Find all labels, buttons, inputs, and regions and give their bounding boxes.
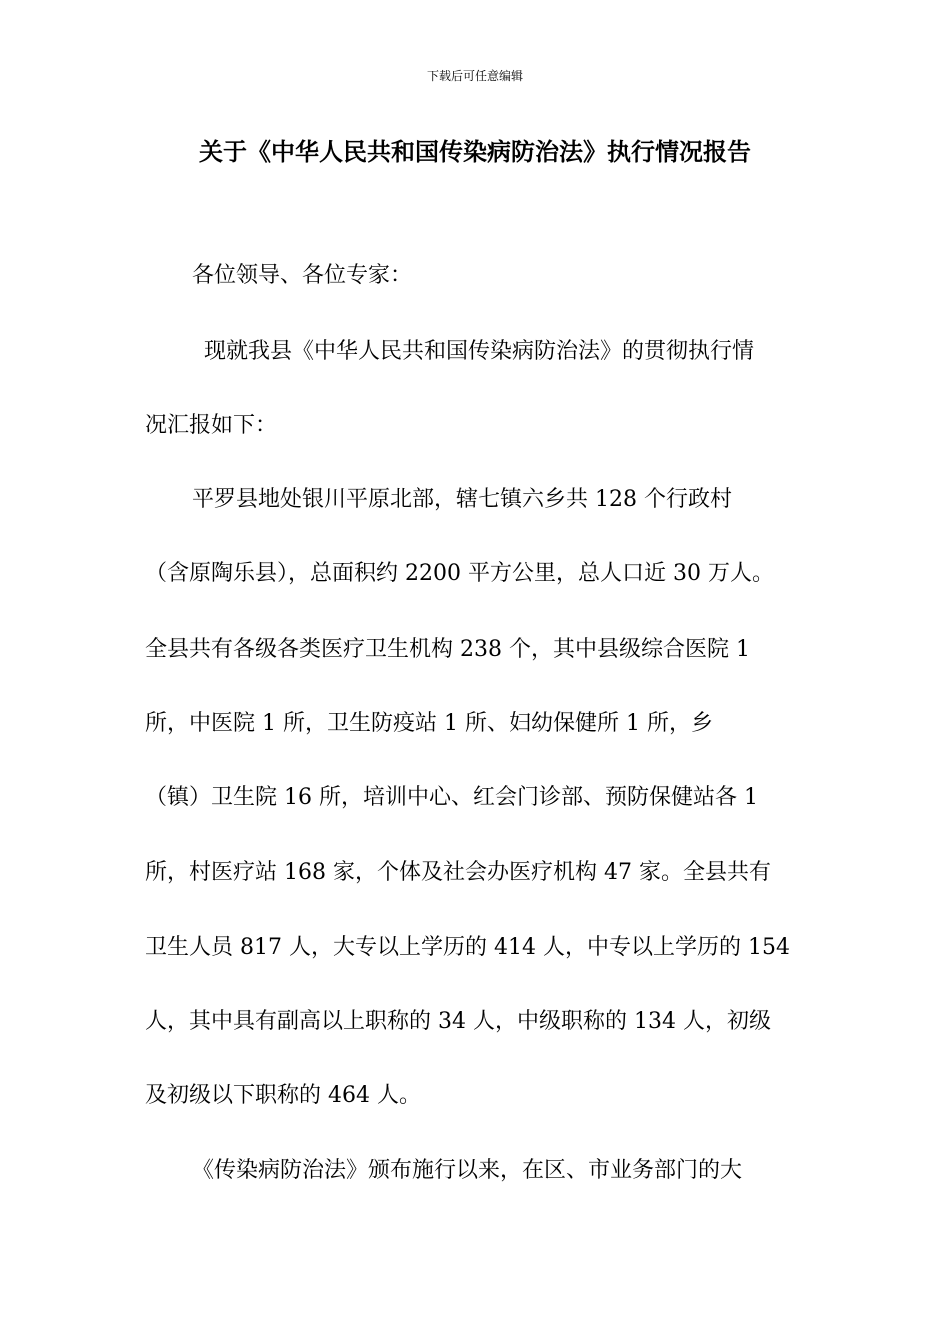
paragraph-line: 及初级以下职称的 464 人。 (145, 1083, 421, 1108)
paragraph-line: 况汇报如下： (145, 413, 278, 438)
document-title: 关于《中华人民共和国传染病防治法》执行情况报告 (199, 138, 751, 166)
paragraph-line: 所，中医院 1 所，卫生防疫站 1 所、妇幼保健所 1 所，乡 (145, 711, 713, 736)
paragraph-line: 卫生人员 817 人，大专以上学历的 414 人，中专以上学历的 154 (145, 935, 790, 960)
paragraph-line: 《传染病防治法》颁布施行以来，在区、市业务部门的大 (192, 1158, 743, 1183)
paragraph-line: 所，村医疗站 168 家，个体及社会办医疗机构 47 家。全县共有 (145, 860, 771, 885)
paragraph-line: 人，其中具有副高以上职称的 34 人，中级职称的 134 人，初级 (145, 1009, 771, 1034)
paragraph-line: 现就我县《中华人民共和国传染病防治法》的贯彻执行情 (204, 339, 755, 364)
salutation-line: 各位领导、各位专家： (192, 263, 413, 288)
header-note: 下载后可任意编辑 (426, 69, 523, 83)
paragraph-line: 全县共有各级各类医疗卫生机构 238 个，其中县级综合医院 1 (145, 637, 750, 662)
paragraph-line: 平罗县地处银川平原北部，辖七镇六乡共 128 个行政村 (192, 487, 732, 512)
paragraph-line: （镇）卫生院 16 所，培训中心、红会门诊部、预防保健站各 1 (145, 785, 758, 810)
paragraph-line: （含原陶乐县），总面积约 2200 平方公里，总人口近 30 万人。 (145, 561, 774, 586)
